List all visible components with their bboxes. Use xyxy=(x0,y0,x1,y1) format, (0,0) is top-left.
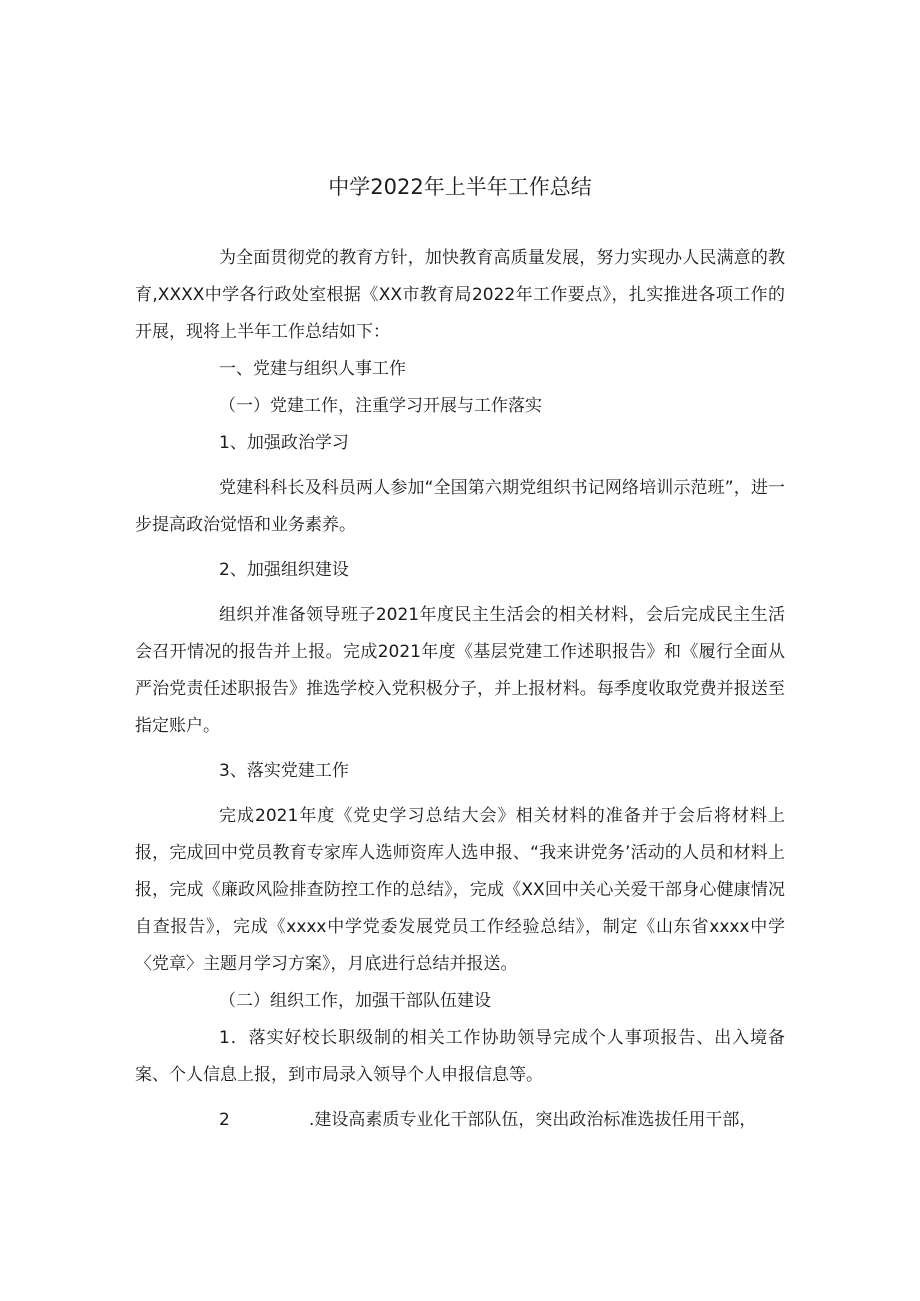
item-paragraph-2: 组织并准备领导班子2021年度民主生活会的相关材料，会后完成民主生活会召开情况的报告并上报。完成2021年度《基层党建工作述职报告》和《履行全面从严治党责任述职报告》推选学校入党积极分子，并上报材料。每季度收取党费并报送至指定账户。 xyxy=(135,605,785,736)
document-body xyxy=(135,240,785,1139)
item-heading-3: 3、落实党建工作 xyxy=(219,761,349,781)
document-title: 中学2022年上半年工作总结 xyxy=(328,175,592,199)
subsection-heading-2: （二）组织工作，加强干部队伍建设 xyxy=(219,991,491,1011)
item-number-5: 2 xyxy=(219,1110,230,1130)
subsection-heading-1: （一）党建工作，注重学习开展与工作落实 xyxy=(219,396,542,416)
item-paragraph-1: 党建科科长及科员两人参加“全国第六期党组织书记网络培训示范班”，进一步提高政治觉悟和业务素养。 xyxy=(135,478,785,535)
item-text-5: .建设高素质专业化干部队伍，突出政治标准选拔任用干部， xyxy=(309,1110,757,1130)
intro-paragraph: 为全面贯彻党的教育方针，加快教育高质量发展，努力实现办人民满意的教育,XXXX中学各行政处室根据《XX市教育局2022年工作要点》，扎实推进各项工作的开展，现将上半年工作总结如下： xyxy=(135,248,785,342)
item-paragraph-5 xyxy=(135,1102,785,1139)
item-heading-1: 1、加强政治学习 xyxy=(219,433,349,453)
item-heading-2: 2、加强组织建设 xyxy=(219,560,349,580)
item-paragraph-3: 完成2021年度《党史学习总结大会》相关材料的准备并于会后将材料上报，完成回中党员教育专家库人选师资库人选申报、“我来讲党务’活动的人员和材料上报，完成《廉政风险排查防控工作的总结》，完成《XX回中关心关爱干部身心健康情况自查报告》，完成《xxxx中学党委发展党员工作经验总结》，制定《山东省xxxx中学〈党章〉主题月学习方案》，月底进行总结并报送。 xyxy=(135,806,785,974)
item-paragraph-4: 1．落实好校长职级制的相关工作协助领导完成个人事项报告、出入境备案、个人信息上报，到市局录入领导个人申报信息等。 xyxy=(135,1028,785,1085)
section-heading-1: 一、党建与组织人事工作 xyxy=(219,359,406,379)
